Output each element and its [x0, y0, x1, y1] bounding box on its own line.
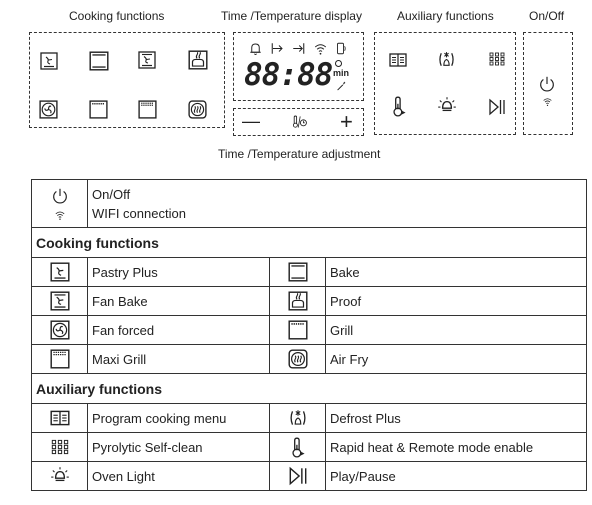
defrost-plus-icon[interactable]: [436, 49, 457, 70]
bake-icon: [287, 261, 309, 283]
legend-label-left: Oven Light: [88, 462, 270, 491]
min-unit: min: [333, 68, 350, 78]
legend-label-left: Pastry Plus: [88, 258, 270, 287]
program-menu-icon[interactable]: [388, 50, 408, 70]
probe-icon: [335, 79, 348, 92]
cooking-functions-panel: [29, 32, 225, 128]
time-display-label: Time /Temperature display: [221, 9, 362, 23]
maxi-grill-icon: [49, 348, 71, 370]
temp-clock-icon[interactable]: [290, 114, 308, 130]
auxiliary-legend-row: [32, 433, 587, 462]
cooking-functions-heading: Cooking functions: [32, 228, 587, 258]
bake-icon[interactable]: [88, 50, 110, 72]
cooking-legend-row: [32, 287, 587, 316]
bell-icon: [248, 41, 263, 56]
legend-label-right: Play/Pause: [326, 462, 587, 491]
minus-button[interactable]: —: [242, 111, 260, 131]
auxiliary-section-header: [32, 374, 587, 404]
legend-label-left: Fan forced: [88, 316, 270, 345]
defrost-plus-icon: [287, 407, 309, 429]
remote-icon: [333, 41, 348, 56]
adjustment-panel: [233, 108, 364, 136]
air-fry-icon[interactable]: [187, 99, 208, 120]
legend-label-right: Air Fry: [326, 345, 587, 374]
legend-label-left: Maxi Grill: [88, 345, 270, 374]
rapid-heat-icon: [287, 436, 309, 458]
grill-icon[interactable]: [88, 99, 109, 120]
time-adjustment-label: Time /Temperature adjustment: [218, 147, 381, 161]
maxi-grill-icon[interactable]: [137, 99, 158, 120]
plus-button[interactable]: +: [340, 109, 353, 134]
legend-label-left: Pyrolytic Self-clean: [88, 433, 270, 462]
proof-icon[interactable]: [187, 49, 209, 71]
degree-symbol: [335, 60, 342, 67]
grill-icon: [287, 319, 309, 341]
cooking-legend-row: [32, 345, 587, 374]
program-menu-icon: [49, 407, 71, 429]
on-off-text: On/Off: [92, 186, 131, 202]
cooking-functions-label: Cooking functions: [69, 9, 165, 23]
fan-bake-icon: [49, 290, 71, 312]
power-row: [32, 180, 587, 228]
fan-bake-icon[interactable]: [137, 50, 157, 70]
oven-light-icon[interactable]: [436, 95, 458, 117]
cooking-legend-row: [32, 258, 587, 287]
on-off-label: On/Off: [529, 9, 565, 23]
rapid-heat-icon[interactable]: [388, 95, 410, 117]
pastry-plus-icon: [49, 261, 71, 283]
power-icon: [51, 187, 69, 205]
air-fry-icon: [287, 348, 309, 370]
legend-label-right: Proof: [326, 287, 587, 316]
fan-forced-icon[interactable]: [38, 99, 59, 120]
wifi-icon: [313, 41, 328, 56]
legend-label-right: Defrost Plus: [326, 404, 587, 433]
pastry-plus-icon[interactable]: [39, 51, 59, 71]
cooking-legend-row: [32, 316, 587, 345]
pyrolytic-icon[interactable]: [487, 49, 507, 69]
auxiliary-functions-panel: [374, 32, 516, 135]
legend-label-right: Grill: [326, 316, 587, 345]
cook-start-icon: [270, 41, 285, 56]
proof-icon: [287, 290, 309, 312]
pyrolytic-icon: [49, 436, 71, 458]
auxiliary-legend-row: [32, 462, 587, 491]
auxiliary-functions-heading: Auxiliary functions: [32, 374, 587, 404]
fan-forced-icon: [49, 319, 71, 341]
wifi-connection-text: WIFI connection: [92, 205, 186, 221]
legend-label-right: Rapid heat & Remote mode enable: [326, 433, 587, 462]
legend-label-left: Fan Bake: [88, 287, 270, 316]
legend-table: [31, 179, 587, 491]
wifi-indicator-icon: [542, 96, 553, 107]
play-pause-icon: [287, 465, 309, 487]
time-display-panel: [233, 32, 364, 101]
power-icon[interactable]: [538, 75, 556, 93]
oven-light-icon: [49, 465, 71, 487]
wifi-icon: [54, 209, 66, 221]
play-pause-icon[interactable]: [487, 97, 507, 117]
auxiliary-legend-row: [32, 404, 587, 433]
legend-label-right: Bake: [326, 258, 587, 287]
cooking-section-header: [32, 228, 587, 258]
cook-end-icon: [291, 41, 306, 56]
auxiliary-functions-label: Auxiliary functions: [397, 9, 494, 23]
digit-display: 88:88: [244, 57, 333, 93]
on-off-panel: [523, 32, 573, 135]
legend-label-left: Program cooking menu: [88, 404, 270, 433]
